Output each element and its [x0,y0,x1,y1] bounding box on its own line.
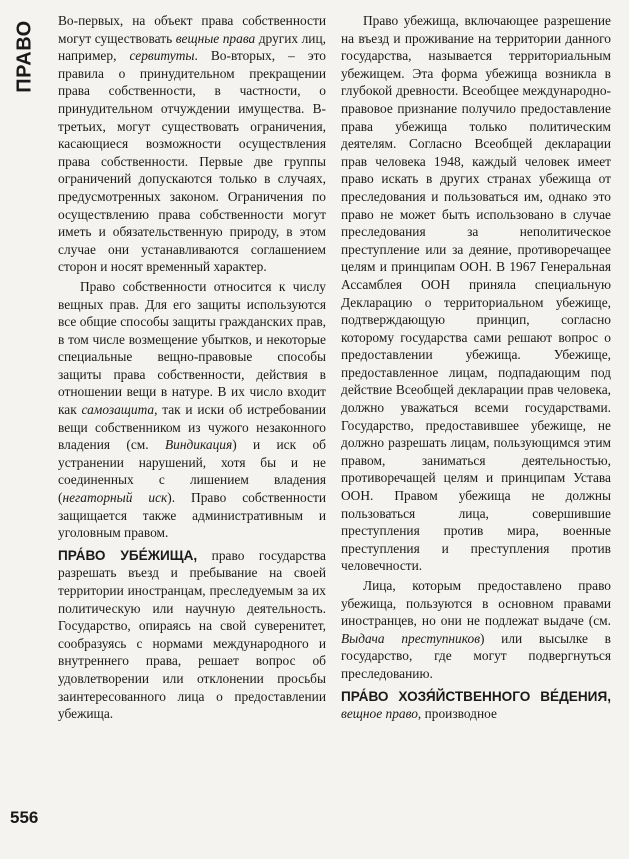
running-head [8,19,42,93]
cross-reference-term: негаторный иск [62,490,168,506]
body-text: Право убежища, включающее разрешение на въезд и проживание на территории данного государства, называется территориальным убежищем. Эта форма убежища возникла в глубокой древности. Всеобщее международно-правовое признание получило предоставление права убежища только политическим деятелям. Согласно Всеобщей декларации прав человека 1948, каждый человек имеет право искать в других странах убежища от преследования и пользоваться им, однако это право не может быть использовано в случае преследования за неполитическое преступление или за деяние, противоречащее целям и принципам ООН. В 1967 Генеральная Ассамблея ООН приняла специальную Декларацию о территориальном убежище, подтверждающую принцип, согласно которому государства сами решают вопрос о предоставлении убежища. Убежище, предоставленное лицам, подпадающим под действие Всеобщей декларации прав человека, должно уважаться всеми государствами. Государство, предоставившее убежище, не должно разрешать лицам, пользующимся этим правом, заниматься деятельностью, противоречащей целям и принципам Устава ООН. Правом убежища не должны пользоваться лица, совершившие преступления против мира, военные преступления и преступления против человечности. [341,13,611,574]
body-text: ). Право собственности защищается также административным и уголовным правом. [58,490,326,541]
entry-headword: ПРА́ВО ХОЗЯ́ЙСТВЕННОГО ВЕ́ДЕНИЯ, [341,688,611,704]
body-text: право государства разрешать въезд и пребывание на своей территории иностранцам, преследуемым за их политическую или научную деятельность. Государство, опираясь на свой суверенитет, сообразуясь с нормами международного и внутреннего права, решает вопрос об удовлетворении или отклонении просьбы заинтересованного лица о предоставлении убежища. [58,547,326,722]
body-text: ) или высылке в государство, где могут подвергнуться преследованию. [341,630,611,681]
body-text: Право собственности относится к числу вещных прав. Для его защиты используются все общие способы защиты гражданских прав, в том числе возмещение убытков, и некоторые специальные вещно-правовые способы защиты права собственности, действия в отношении вещи в натуре. В их число входит как [58,278,326,418]
body-text: , так и иски об истребовании вещи собственником из чужого незаконного владения (см. [58,402,326,453]
paragraph [341,12,611,575]
cross-reference-term: сервитуты [129,48,195,64]
dictionary-entry-pravo-khozyaystvennogo-vedeniya [341,688,611,723]
page-number: 556 [10,808,39,827]
body-text: Во-первых, на объект права собственности могут существовать [58,13,326,46]
body-text: ) и иск об устранении нарушений, хотя бы и не соединенных с лишением владения ( [58,437,326,506]
entry-headword: ПРА́ВО УБЕ́ЖИЩА, [58,547,198,563]
cross-reference-term: самозащита [81,402,155,418]
body-text: , производное [417,706,497,722]
cross-reference-term: вещные права [175,30,256,46]
paragraph [58,278,326,542]
body-text: . Во-вторых, – это правила о принудительном прекращении права собственности, в частности, о принудительном отчуждении имущества. В-третьих, могут существовать ограничения, касающиеся возможности осуществления права собственности. Первые две группы ограничений допускаются только в случаях, предусмотренных законом. Ограничения по осуществлению права собственности могут иметь и обязательственную природу, в этом случае они устанавливаются соглашением сторон и носят временный характер. [58,48,326,275]
cross-reference-term: Виндикация [164,437,233,453]
body-text: Лица, которым предоставлено право убежища, пользуются в основном правами иностранцев, но они не подлежат выдаче (см. [341,578,611,629]
cross-reference-term: Выдача преступников [341,630,481,646]
body-text: других лиц, например, [58,30,326,64]
dictionary-entry-pravo-ubezhishcha [58,547,326,723]
running-head-text: ПРАВО [13,19,36,93]
paragraph [58,12,326,276]
right-column [341,12,611,723]
cross-reference-term: вещное право [341,706,418,722]
left-column [58,12,326,723]
paragraph [341,577,611,683]
